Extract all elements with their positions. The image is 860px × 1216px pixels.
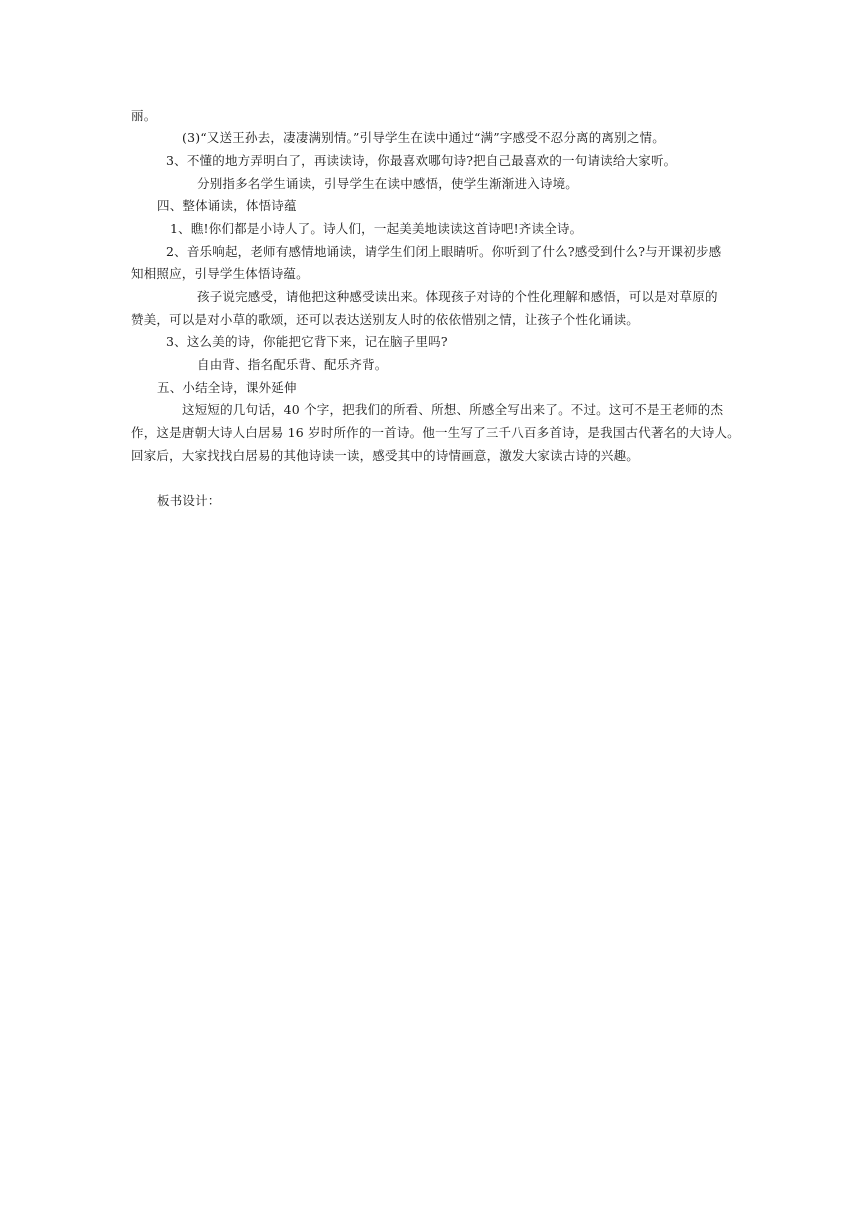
text-line: 自由背、指名配乐背、配乐齐背。 (197, 357, 388, 372)
text-line: 赞美，可以是对小草的歌颂，还可以表达送别友人时的依依惜别之情，让孩子个性化诵读。 (131, 312, 640, 327)
text-line: 孩子说完感受，请他把这种感受读出来。体现孩子对诗的个性化理解和感悟，可以是对草原的 (197, 289, 718, 304)
text-line: (3)“又送王孙去，凄凄满别情。”引导学生在读中通过“满”字感受不忍分离的离别之情。 (182, 130, 665, 145)
text-line: 3、不懂的地方弄明白了，再读读诗，你最喜欢哪句诗?把自己最喜欢的一句请读给大家听。 (166, 153, 677, 168)
text-line: 2、音乐响起，老师有感情地诵读，请学生们闭上眼睛听。你听到了什么?感受到什么?与开课初步感 (166, 244, 722, 259)
text-line: 作，这是唐朝大诗人白居易 16 岁时所作的一首诗。他一生写了三千八百多首诗，是我国古代著名的大诗人。 (131, 425, 740, 440)
text-line: 回家后，大家找找白居易的其他诗读一读，感受其中的诗情画意，激发大家读古诗的兴趣。 (131, 448, 640, 463)
section-heading: 四、整体诵读，体悟诗蕴 (157, 198, 297, 213)
text-line: 3、这么美的诗，你能把它背下来，记在脑子里吗? (166, 334, 448, 349)
text-line: 1、瞧!你们都是小诗人了。诗人们，一起美美地读读这首诗吧!齐读全诗。 (170, 221, 583, 236)
section-heading: 五、小结全诗，课外延伸 (157, 380, 297, 395)
board-design-heading: 板书设计： (157, 493, 221, 508)
text-line: 丽。 (131, 108, 157, 123)
text-line: 这短短的几句话，40 个字，把我们的所看、所想、所感全写出来了。不过。这可不是王老师的杰 (182, 402, 724, 417)
text-line: 知相照应，引导学生体悟诗蕴。 (131, 266, 309, 281)
text-line: 分别指多名学生诵读，引导学生在读中感悟，使学生渐渐进入诗境。 (197, 176, 579, 191)
